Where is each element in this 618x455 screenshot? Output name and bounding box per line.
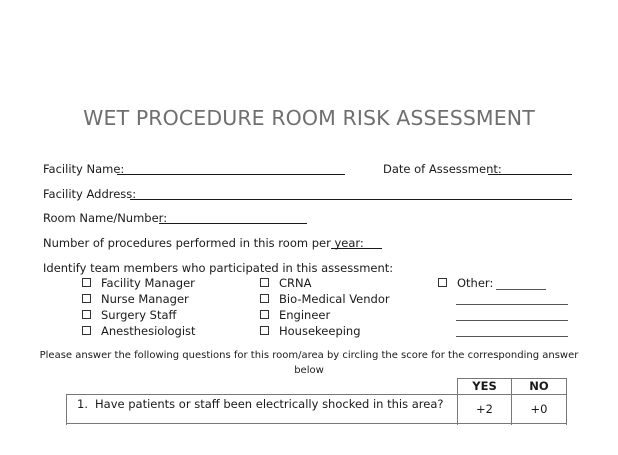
checkbox-label: Nurse Manager [101,292,189,306]
checkbox-icon[interactable] [82,294,91,303]
team-members-prompt: Identify team members who participated in this assessment: [43,261,394,275]
checkbox-label: Bio-Medical Vendor [279,292,390,306]
other-field[interactable] [496,289,546,290]
checkbox-icon[interactable] [82,310,91,319]
checkbox-icon[interactable] [260,326,269,335]
checkbox-label: Facility Manager [101,276,195,290]
checkbox-icon[interactable] [438,278,447,287]
date-of-assessment-label: Date of Assessment: [383,162,502,176]
checkbox-anesthesiologist[interactable] [82,324,196,338]
facility-name-field[interactable] [117,174,345,175]
checkbox-label: Engineer [279,308,331,322]
question-cell [66,394,458,425]
other-line-1[interactable] [456,304,568,305]
checkbox-engineer[interactable] [260,308,330,322]
checkbox-label: Housekeeping [279,324,361,338]
checkbox-label: Anesthesiologist [101,324,196,338]
checkbox-facility-manager[interactable] [82,276,195,290]
yes-score[interactable]: +2 [476,402,493,416]
question-text: Have patients or staff been electrically shocked in this area? [95,397,444,411]
other-line-2[interactable] [456,320,568,321]
procedures-per-year-field[interactable] [331,248,382,249]
checkbox-other[interactable] [438,276,493,290]
header-yes-cell [457,378,512,395]
header-no-cell [511,378,567,395]
yes-score-cell[interactable] [457,394,512,425]
date-of-assessment-field[interactable] [488,174,572,175]
instructions-line-2: below [294,365,324,376]
header-yes: YES [472,379,497,393]
checkbox-housekeeping[interactable] [260,324,361,338]
facility-address-label: Facility Address: [43,187,137,201]
checkbox-icon[interactable] [82,278,91,287]
checkbox-bio-medical-vendor[interactable] [260,292,390,306]
room-name-number-label: Room Name/Number: [43,211,168,225]
no-score-cell[interactable] [511,394,567,425]
checkbox-icon[interactable] [260,310,269,319]
checkbox-surgery-staff[interactable] [82,308,176,322]
procedures-per-year-label: Number of procedures performed in this room per year: [43,236,364,250]
checkbox-label: Other: [457,276,494,290]
checkbox-nurse-manager[interactable] [82,292,189,306]
facility-name-label: Facility Name: [43,162,125,176]
checkbox-icon[interactable] [260,278,269,287]
checkbox-icon[interactable] [260,294,269,303]
checkbox-label: CRNA [279,276,312,290]
header-no: NO [529,379,549,393]
row-divider [66,423,567,424]
facility-address-field[interactable] [130,199,572,200]
checkbox-label: Surgery Staff [101,308,177,322]
checkbox-icon[interactable] [82,326,91,335]
question-number: 1. [77,397,88,411]
no-score[interactable]: +0 [530,402,548,416]
room-name-number-field[interactable] [159,223,307,224]
instructions-line-1: Please answer the following questions for this room/area by circling the score for the corresponding answer [39,350,579,361]
checkbox-crna[interactable] [260,276,312,290]
page-title: WET PROCEDURE ROOM RISK ASSESSMENT [83,106,535,130]
other-line-3[interactable] [456,336,568,337]
